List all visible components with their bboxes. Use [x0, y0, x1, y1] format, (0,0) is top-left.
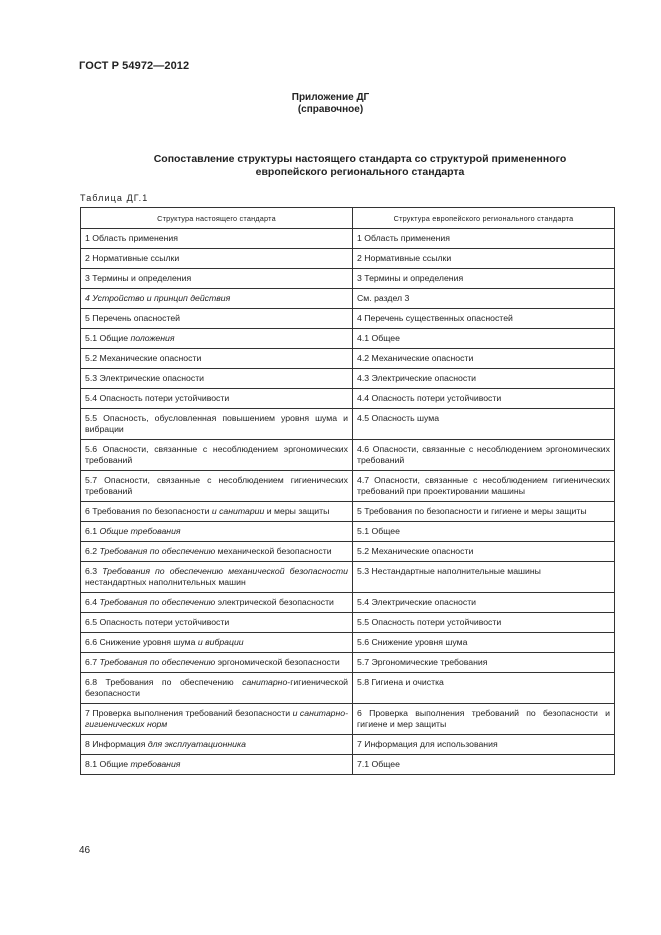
cell-european-standard [353, 471, 615, 502]
cell-current-standard [81, 409, 353, 440]
cell-european-standard [353, 329, 615, 349]
italic-text-run: и санитарии [211, 506, 265, 516]
text-run: 6.4 [85, 597, 100, 607]
cell-european-standard [353, 249, 615, 269]
table-row [81, 229, 615, 249]
cell-current-standard [81, 349, 353, 369]
cell-european-standard [353, 562, 615, 593]
text-run: 5.1 Общие [85, 333, 131, 343]
cell-european-standard [353, 613, 615, 633]
cell-european-standard [353, 755, 615, 775]
page-title-line-2: европейского регионального стандарта [255, 166, 465, 178]
table-row [81, 613, 615, 633]
cell-european-standard [353, 704, 615, 735]
table-caption: Таблица ДГ.1 [80, 193, 149, 203]
table-row [81, 369, 615, 389]
text-run: и меры защиты [264, 506, 330, 516]
text-run: 6.2 [85, 546, 100, 556]
text-run: электрической безопасности [215, 597, 334, 607]
italic-text-run: Требования по обеспечению [99, 546, 216, 556]
text-run: 5.3 Электрические опасности [85, 373, 205, 383]
text-run: 4.5 Опасность шума [357, 413, 440, 423]
cell-european-standard [353, 593, 615, 613]
text-run: 5.4 Опасность потери устойчивости [85, 393, 230, 403]
cell-european-standard [353, 673, 615, 704]
text-run: См. раздел 3 [357, 293, 410, 303]
text-run: 6.1 [85, 526, 100, 536]
text-run: 4.1 Общее [357, 333, 400, 343]
cell-european-standard [353, 389, 615, 409]
cell-european-standard [353, 229, 615, 249]
text-run: 7 Информация для использования [357, 739, 498, 749]
table-row [81, 389, 615, 409]
page-title [60, 153, 660, 179]
table-row [81, 349, 615, 369]
cell-current-standard [81, 704, 353, 735]
table-body [81, 229, 615, 775]
cell-current-standard [81, 735, 353, 755]
text-run: 4.2 Механические опасности [357, 353, 474, 363]
cell-current-standard [81, 369, 353, 389]
italic-text-run: Требования по обеспечению [99, 657, 216, 667]
table-row [81, 653, 615, 673]
table-row [81, 704, 615, 735]
text-run: 1 Область применения [357, 233, 450, 243]
cell-current-standard [81, 502, 353, 522]
text-run: 5.5 Опасность потери устойчивости [357, 617, 502, 627]
text-run: нестандартных наполнительных машин [85, 577, 246, 587]
cell-european-standard [353, 409, 615, 440]
cell-european-standard [353, 542, 615, 562]
text-run: 6 Требования по безопасности [85, 506, 212, 516]
text-run: 2 Нормативные ссылки [85, 253, 180, 263]
text-run: механической безопасности [215, 546, 332, 556]
cell-current-standard [81, 613, 353, 633]
table-row [81, 309, 615, 329]
table-row [81, 562, 615, 593]
cell-current-standard [81, 389, 353, 409]
italic-text-run: для эксплуатационника [147, 739, 246, 749]
text-run: 4.6 Опасности, связанные с несоблюдением эргономических требований [357, 444, 610, 465]
cell-european-standard [353, 633, 615, 653]
text-run: 8 Информация [85, 739, 148, 749]
cell-european-standard [353, 369, 615, 389]
text-run: 5.7 Опасности, связанные с несоблюдением гигиенических требований [85, 475, 348, 496]
table-row [81, 735, 615, 755]
text-run: 8.1 Общие [85, 759, 131, 769]
text-run: 2 Нормативные ссылки [357, 253, 452, 263]
table-row [81, 329, 615, 349]
text-run: 5.1 Общее [357, 526, 400, 536]
cell-european-standard [353, 653, 615, 673]
cell-current-standard [81, 755, 353, 775]
text-run: 5.2 Механические опасности [357, 546, 474, 556]
text-run: 5.6 Снижение уровня шума [357, 637, 468, 647]
text-run: 5 Перечень опасностей [85, 313, 181, 323]
text-run: 7 Проверка выполнения требований безопасности [85, 708, 293, 718]
cell-european-standard [353, 349, 615, 369]
table-row [81, 755, 615, 775]
text-run: 6 Проверка выполнения требований по безопасности и гигиене и мер защиты [357, 708, 610, 729]
cell-current-standard [81, 542, 353, 562]
italic-text-run: Общие требования [99, 526, 181, 536]
document-code-header: ГОСТ Р 54972—2012 [79, 60, 190, 72]
cell-current-standard [81, 269, 353, 289]
text-run: 4.4 Опасность потери устойчивости [357, 393, 502, 403]
italic-text-run: положения [130, 333, 175, 343]
text-run: 6.8 Требования по обеспечению [85, 677, 243, 687]
cell-current-standard [81, 309, 353, 329]
text-run: 1 Область применения [85, 233, 178, 243]
cell-current-standard [81, 633, 353, 653]
table-row [81, 522, 615, 542]
italic-text-run: 4 Устройство и принцип действия [85, 293, 231, 303]
italic-text-run: и вибрации [197, 637, 244, 647]
cell-current-standard [81, 653, 353, 673]
text-run: 4.7 Опасности, связанные с несоблюдением гигиенических требований при проектировании машины [357, 475, 610, 496]
table-row [81, 633, 615, 653]
text-run: 5.5 Опасность, обусловленная повышением уровня шума и вибрации [85, 413, 348, 434]
text-run: 5.6 Опасности, связанные с несоблюдением эргономических требований [85, 444, 348, 465]
cell-current-standard [81, 673, 353, 704]
table-row [81, 593, 615, 613]
text-run: 5.2 Механические опасности [85, 353, 202, 363]
italic-text-run: требования [130, 759, 181, 769]
text-run: 5.4 Электрические опасности [357, 597, 477, 607]
column-header-current-standard: Структура настоящего стандарта [81, 208, 353, 229]
text-run: 4 Перечень существенных опасностей [357, 313, 513, 323]
page-number: 46 [79, 845, 91, 856]
cell-european-standard [353, 522, 615, 542]
text-run: 6.6 Снижение уровня шума [85, 637, 198, 647]
text-run: 5 Требования по безопасности и гигиене и меры защиты [357, 506, 587, 516]
cell-current-standard [81, 562, 353, 593]
table-row [81, 471, 615, 502]
italic-text-run: Требования по обеспечению механической безопасности [102, 566, 348, 576]
cell-current-standard [81, 229, 353, 249]
text-run: 7.1 Общее [357, 759, 400, 769]
cell-european-standard [353, 289, 615, 309]
text-run: 5.8 Гигиена и очистка [357, 677, 444, 687]
text-run: -гигиенической безопасности [85, 677, 348, 698]
table-row [81, 409, 615, 440]
annex-heading [0, 92, 661, 116]
annex-type: (справочное) [297, 104, 364, 115]
table-row [81, 542, 615, 562]
annex-title: Приложение ДГ [291, 92, 370, 103]
text-run: 5.7 Эргономические требования [357, 657, 488, 667]
page-title-line-1: Сопоставление структуры настоящего стандарта со структурой примененного [153, 153, 567, 165]
cell-european-standard [353, 269, 615, 289]
text-run: 4.3 Электрические опасности [357, 373, 477, 383]
text-run: 3 Термины и определения [85, 273, 192, 283]
cell-current-standard [81, 249, 353, 269]
text-run: 6.5 Опасность потери устойчивости [85, 617, 230, 627]
cell-current-standard [81, 593, 353, 613]
text-run: 6.3 [85, 566, 103, 576]
text-run: эргономической безопасности [215, 657, 340, 667]
comparison-table [80, 207, 615, 775]
text-run: 6.7 [85, 657, 100, 667]
text-run: 5.3 Нестандартные наполнительные машины [357, 566, 541, 576]
table-row [81, 269, 615, 289]
table-row [81, 502, 615, 522]
italic-text-run: и санитарно-гигиенических норм [85, 708, 348, 729]
cell-current-standard [81, 329, 353, 349]
cell-current-standard [81, 522, 353, 542]
cell-european-standard [353, 502, 615, 522]
cell-european-standard [353, 735, 615, 755]
table-row [81, 673, 615, 704]
cell-european-standard [353, 440, 615, 471]
column-header-european-standard: Структура европейского регионального стандарта [353, 208, 615, 229]
cell-european-standard [353, 309, 615, 329]
cell-current-standard [81, 440, 353, 471]
italic-text-run: санитарно [242, 677, 288, 687]
italic-text-run: Требования по обеспечению [99, 597, 216, 607]
cell-current-standard [81, 289, 353, 309]
table-row [81, 249, 615, 269]
text-run: 3 Термины и определения [357, 273, 464, 283]
table-row [81, 289, 615, 309]
table-header-row [81, 208, 615, 229]
table-row [81, 440, 615, 471]
cell-current-standard [81, 471, 353, 502]
